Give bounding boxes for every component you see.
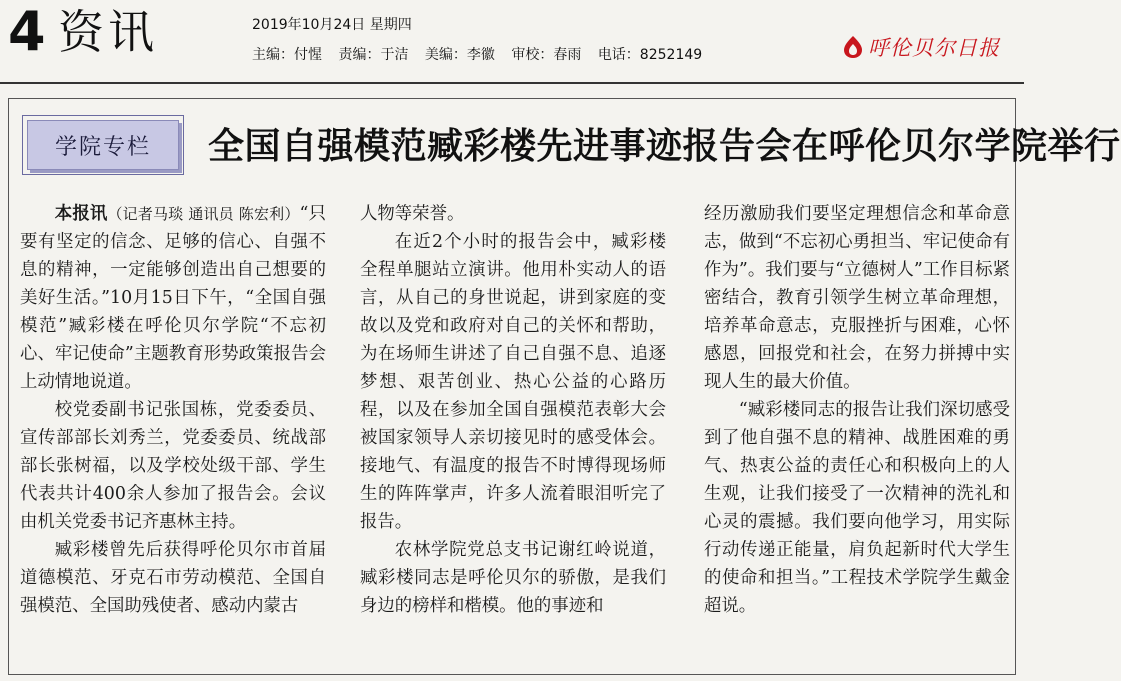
article-paragraph: “臧彩楼同志的报告让我们深切感受到了他自强不息的精神、战胜困难的勇气、热衷公益的责任心和积极向上的人生观，让我们接受了一次精神的洗礼和心灵的震撼。我们要向他学习，用实际行动传递正能量，肩负起新时代大学生的使命和担当。”工程技术学院学生戴金超说。 — [704, 400, 1010, 616]
column-tag — [22, 115, 184, 175]
article-paragraph: 臧彩楼曾先后获得呼伦贝尔市首届道德模范、牙克石市劳动模范、全国自强模范、全国助残使者、感动内蒙古 — [20, 540, 326, 616]
article-column-2 — [360, 200, 666, 620]
issue-date: 2019年10月24日 星期四 — [252, 17, 412, 33]
logo-text: 呼伦贝尔日报 — [868, 36, 1000, 60]
lead-label: 本报讯 — [54, 204, 108, 224]
column-tag-label: 学院专栏 — [27, 120, 179, 170]
article-paragraph-continued: 人物等荣誉。 — [360, 204, 465, 224]
proofreader: 审校：春雨 — [511, 47, 582, 63]
chief-editor: 主编：付惺 — [252, 47, 322, 63]
article-paragraph — [20, 200, 326, 396]
article-column-3 — [704, 200, 1010, 620]
responsible-editor: 责编：于洁 — [338, 47, 409, 63]
article-paragraph: 校党委副书记张国栋，党委委员、宣传部部长刘秀兰，党委委员、统战部部长张树福，以及学校处级干部、学生代表共计400余人参加了报告会。会议由机关党委书记齐惠林主持。 — [20, 400, 326, 532]
masthead-rule — [0, 82, 1024, 84]
masthead — [0, 0, 1024, 88]
article-paragraph-continued: 经历激励我们要坚定理想信念和革命意志，做到“不忘初心勇担当、牢记使命有作为”。我们要与“立德树人”工作目标紧密结合，教育引领学生树立革命理想，培养革命意志，克服挫折与困难，心怀感恩，回报党和社会，在努力拼搏中实现人生的最大价值。 — [704, 204, 1010, 392]
article-paragraph: 农林学院党总支书记谢红岭说道，臧彩楼同志是呼伦贝尔的骄傲，是我们身边的榜样和楷模。他的事迹和 — [360, 540, 666, 616]
staff-line — [252, 44, 714, 64]
phone: 电话：8252149 — [597, 47, 703, 63]
section-name: 资讯 — [58, 5, 158, 59]
article-paragraph: 在近2个小时的报告会中，臧彩楼全程单腿站立演讲。他用朴实动人的语言，从自己的身世说起，讲到家庭的变故以及党和政府对自己的关怀和帮助，为在场师生讲述了自己自强不息、追逐梦想、艰苦创业、热心公益的心路历程，以及在参加全国自强模范表彰大会被国家领导人亲切接见时的感受体会。接地气、有温度的报告不时博得现场师生的阵阵掌声，许多人流着眼泪听完了报告。 — [360, 232, 666, 532]
newspaper-logo — [842, 32, 1012, 62]
art-editor: 美编：李徽 — [424, 47, 495, 63]
byline-credit: （记者马琰 通讯员 陈宏利） — [107, 205, 300, 223]
flame-logo-icon — [842, 35, 864, 59]
article-column-1 — [20, 200, 326, 620]
page-number: 4 — [8, 0, 46, 63]
paragraph-text: “只要有坚定的信念、足够的信心、自强不息的精神，一定能够创造出自己想要的美好生活。”10月15日下午，“全国自强模范”臧彩楼在呼伦贝尔学院“不忘初心、牢记使命”主题教育形势政策报告会上动情地说道。 — [20, 204, 326, 392]
article-headline: 全国自强模范臧彩楼先进事迹报告会在呼伦贝尔学院举行 — [208, 125, 1121, 167]
